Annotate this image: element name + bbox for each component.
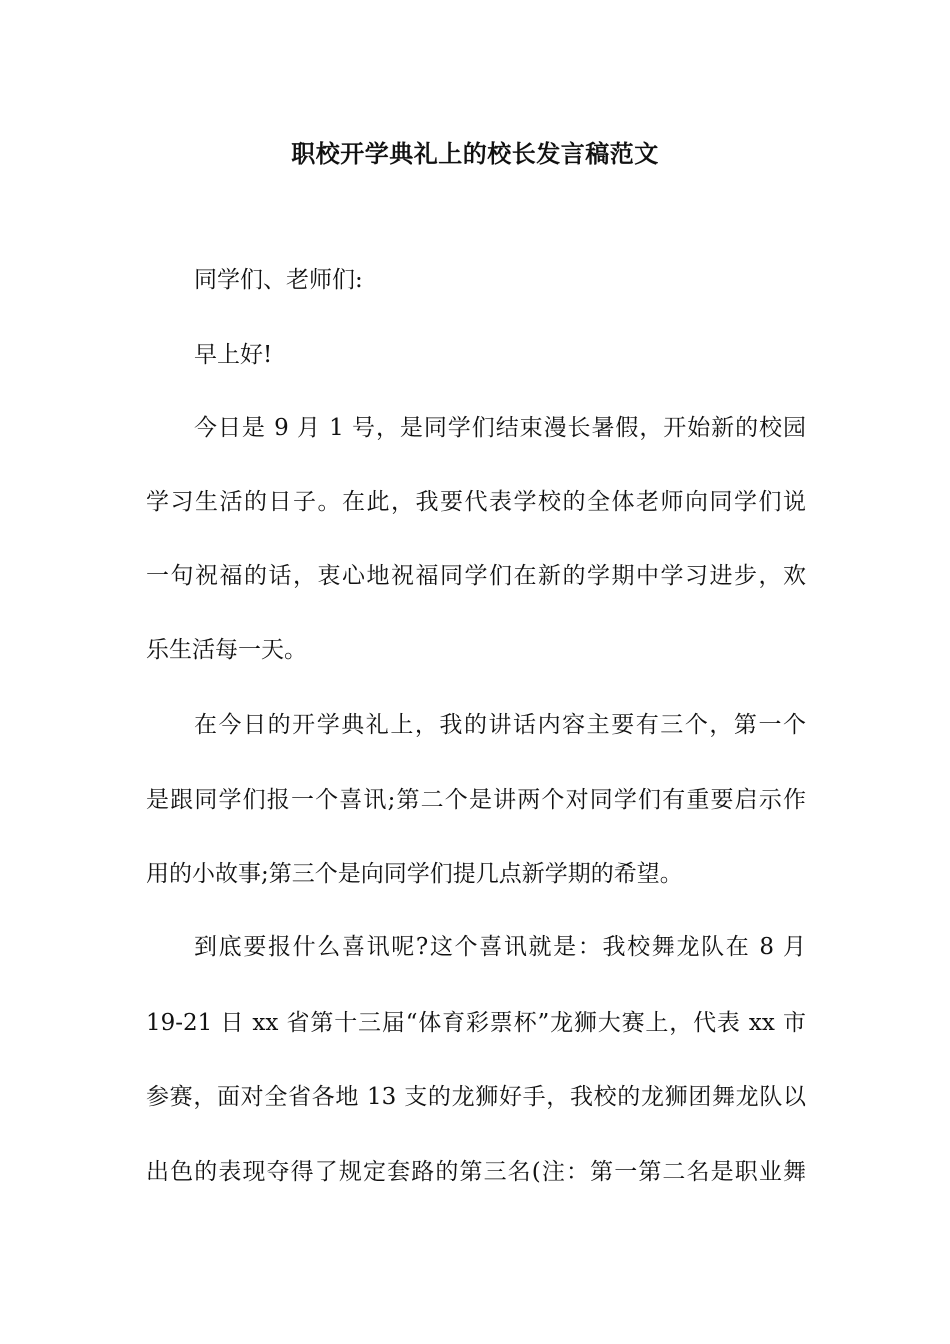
salutation-line: 同学们、老师们: xyxy=(194,267,363,293)
paragraph-line: 参赛，面对全省各地 13 支的龙狮好手，我校的龙狮团舞龙队以 xyxy=(146,1084,806,1110)
document-title: 职校开学典礼上的校长发言稿范文 xyxy=(291,139,659,168)
paragraph-line: 是跟同学们报一个喜讯;第二个是讲两个对同学们有重要启示作 xyxy=(146,787,806,813)
paragraph-line: 到底要报什么喜讯呢?这个喜讯就是：我校舞龙队在 8 月 xyxy=(194,934,806,960)
paragraph-line: 在今日的开学典礼上，我的讲话内容主要有三个，第一个 xyxy=(194,712,806,738)
paragraph-line: 学习生活的日子。在此，我要代表学校的全体老师向同学们说 xyxy=(146,489,806,515)
paragraph-line: 19-21 日 xx 省第十三届“体育彩票杯”龙狮大赛上，代表 xx 市 xyxy=(146,1010,806,1036)
paragraph-line: 今日是 9 月 1 号，是同学们结束漫长暑假，开始新的校园 xyxy=(194,415,806,441)
paragraph-line: 出色的表现夺得了规定套路的第三名(注：第一第二名是职业舞 xyxy=(146,1159,806,1185)
paragraph-line: 乐生活每一天。 xyxy=(146,637,307,663)
greeting-line: 早上好! xyxy=(194,342,273,368)
paragraph-line: 用的小故事;第三个是向同学们提几点新学期的希望。 xyxy=(146,861,683,887)
paragraph-line: 一句祝福的话，衷心地祝福同学们在新的学期中学习进步，欢 xyxy=(146,563,806,589)
